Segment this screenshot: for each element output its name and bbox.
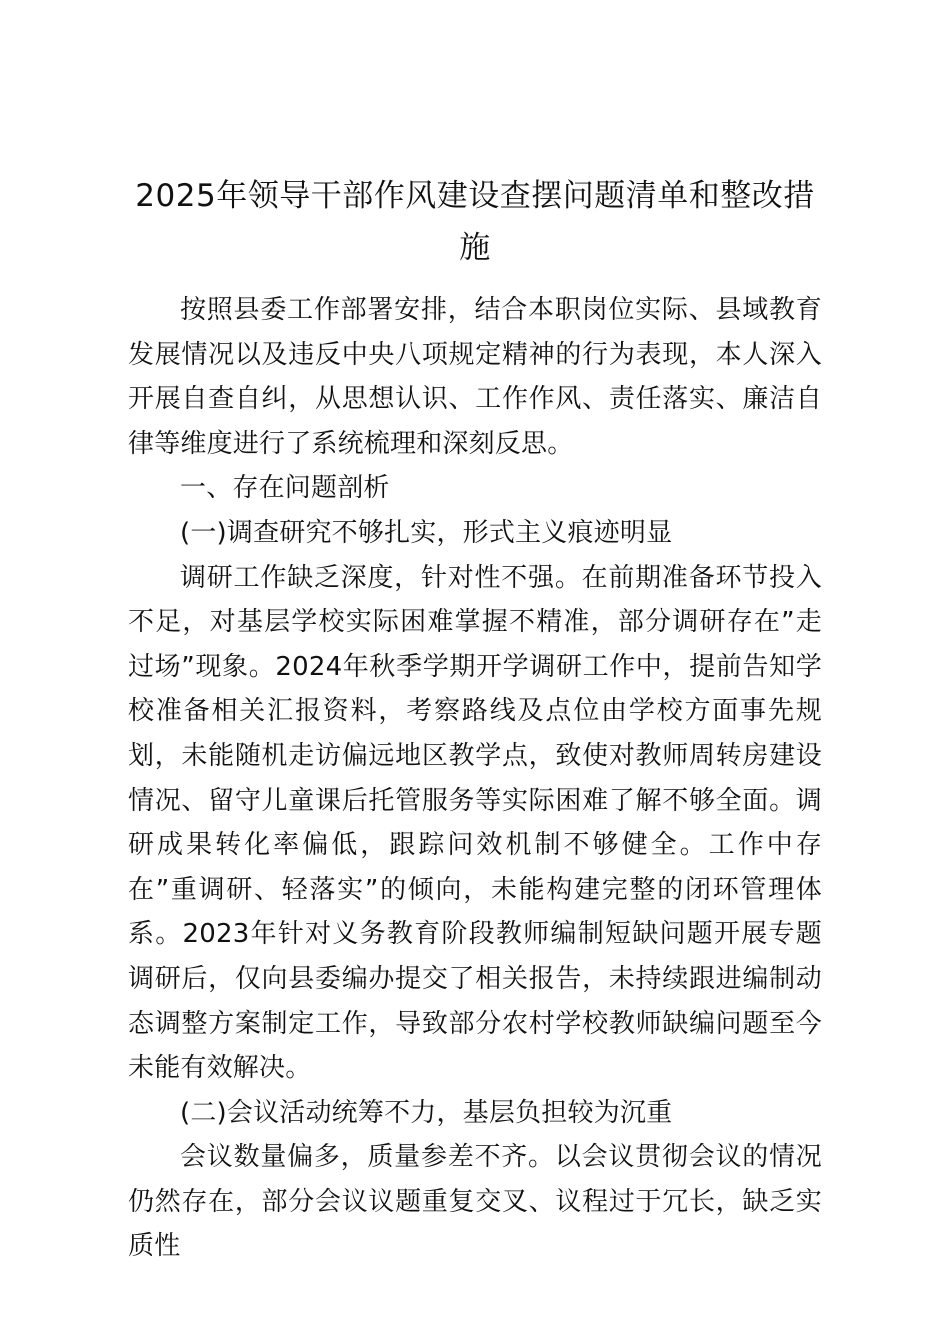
document-body	[128, 170, 822, 1269]
intro-paragraph: 按照县委工作部署安排，结合本职岗位实际、县域教育发展情况以及违反中央八项规定精神的行为表现，本人深入开展自查自纠，从思想认识、工作作风、责任落实、廉洁自律等维度进行了系统梳理和深刻反思。	[128, 295, 822, 459]
document-title: 2025年领导干部作风建设查摆问题清单和整改措施	[135, 178, 815, 266]
subsection-heading-2: (二)会议活动统筹不力，基层负担较为沉重	[180, 1097, 673, 1128]
subsection-paragraph-2: 会议数量偏多，质量参差不齐。以会议贯彻会议的情况仍然存在，部分会议议题重复交叉、议程过于冗长，缺乏实质性	[128, 1142, 822, 1262]
subsection-paragraph-1: 调研工作缺乏深度，针对性不强。在前期准备环节投入不足，对基层学校实际困难掌握不精准，部分调研存在”走过场”现象。2024年秋季学期开学调研工作中，提前告知学校准备相关汇报资料，考察路线及点位由学校方面事先规划，未能随机走访偏远地区教学点，致使对教师周转房建设情况、留守儿童课后托管服务等实际困难了解不够全面。调研成果转化率偏低，跟踪问效机制不够健全。工作中存在”重调研、轻落实”的倾向，未能构建完整的闭环管理体系。2023年针对义务教育阶段教师编制短缺问题开展专题调研后，仅向县委编办提交了相关报告，未持续跟进编制动态调整方案制定工作，导致部分农村学校教师缺编问题至今未能有效解决。	[128, 562, 822, 1084]
subsection-heading-1: (一)调查研究不够扎实，形式主义痕迹明显	[180, 517, 673, 548]
section-heading: 一、存在问题剖析	[180, 473, 390, 504]
